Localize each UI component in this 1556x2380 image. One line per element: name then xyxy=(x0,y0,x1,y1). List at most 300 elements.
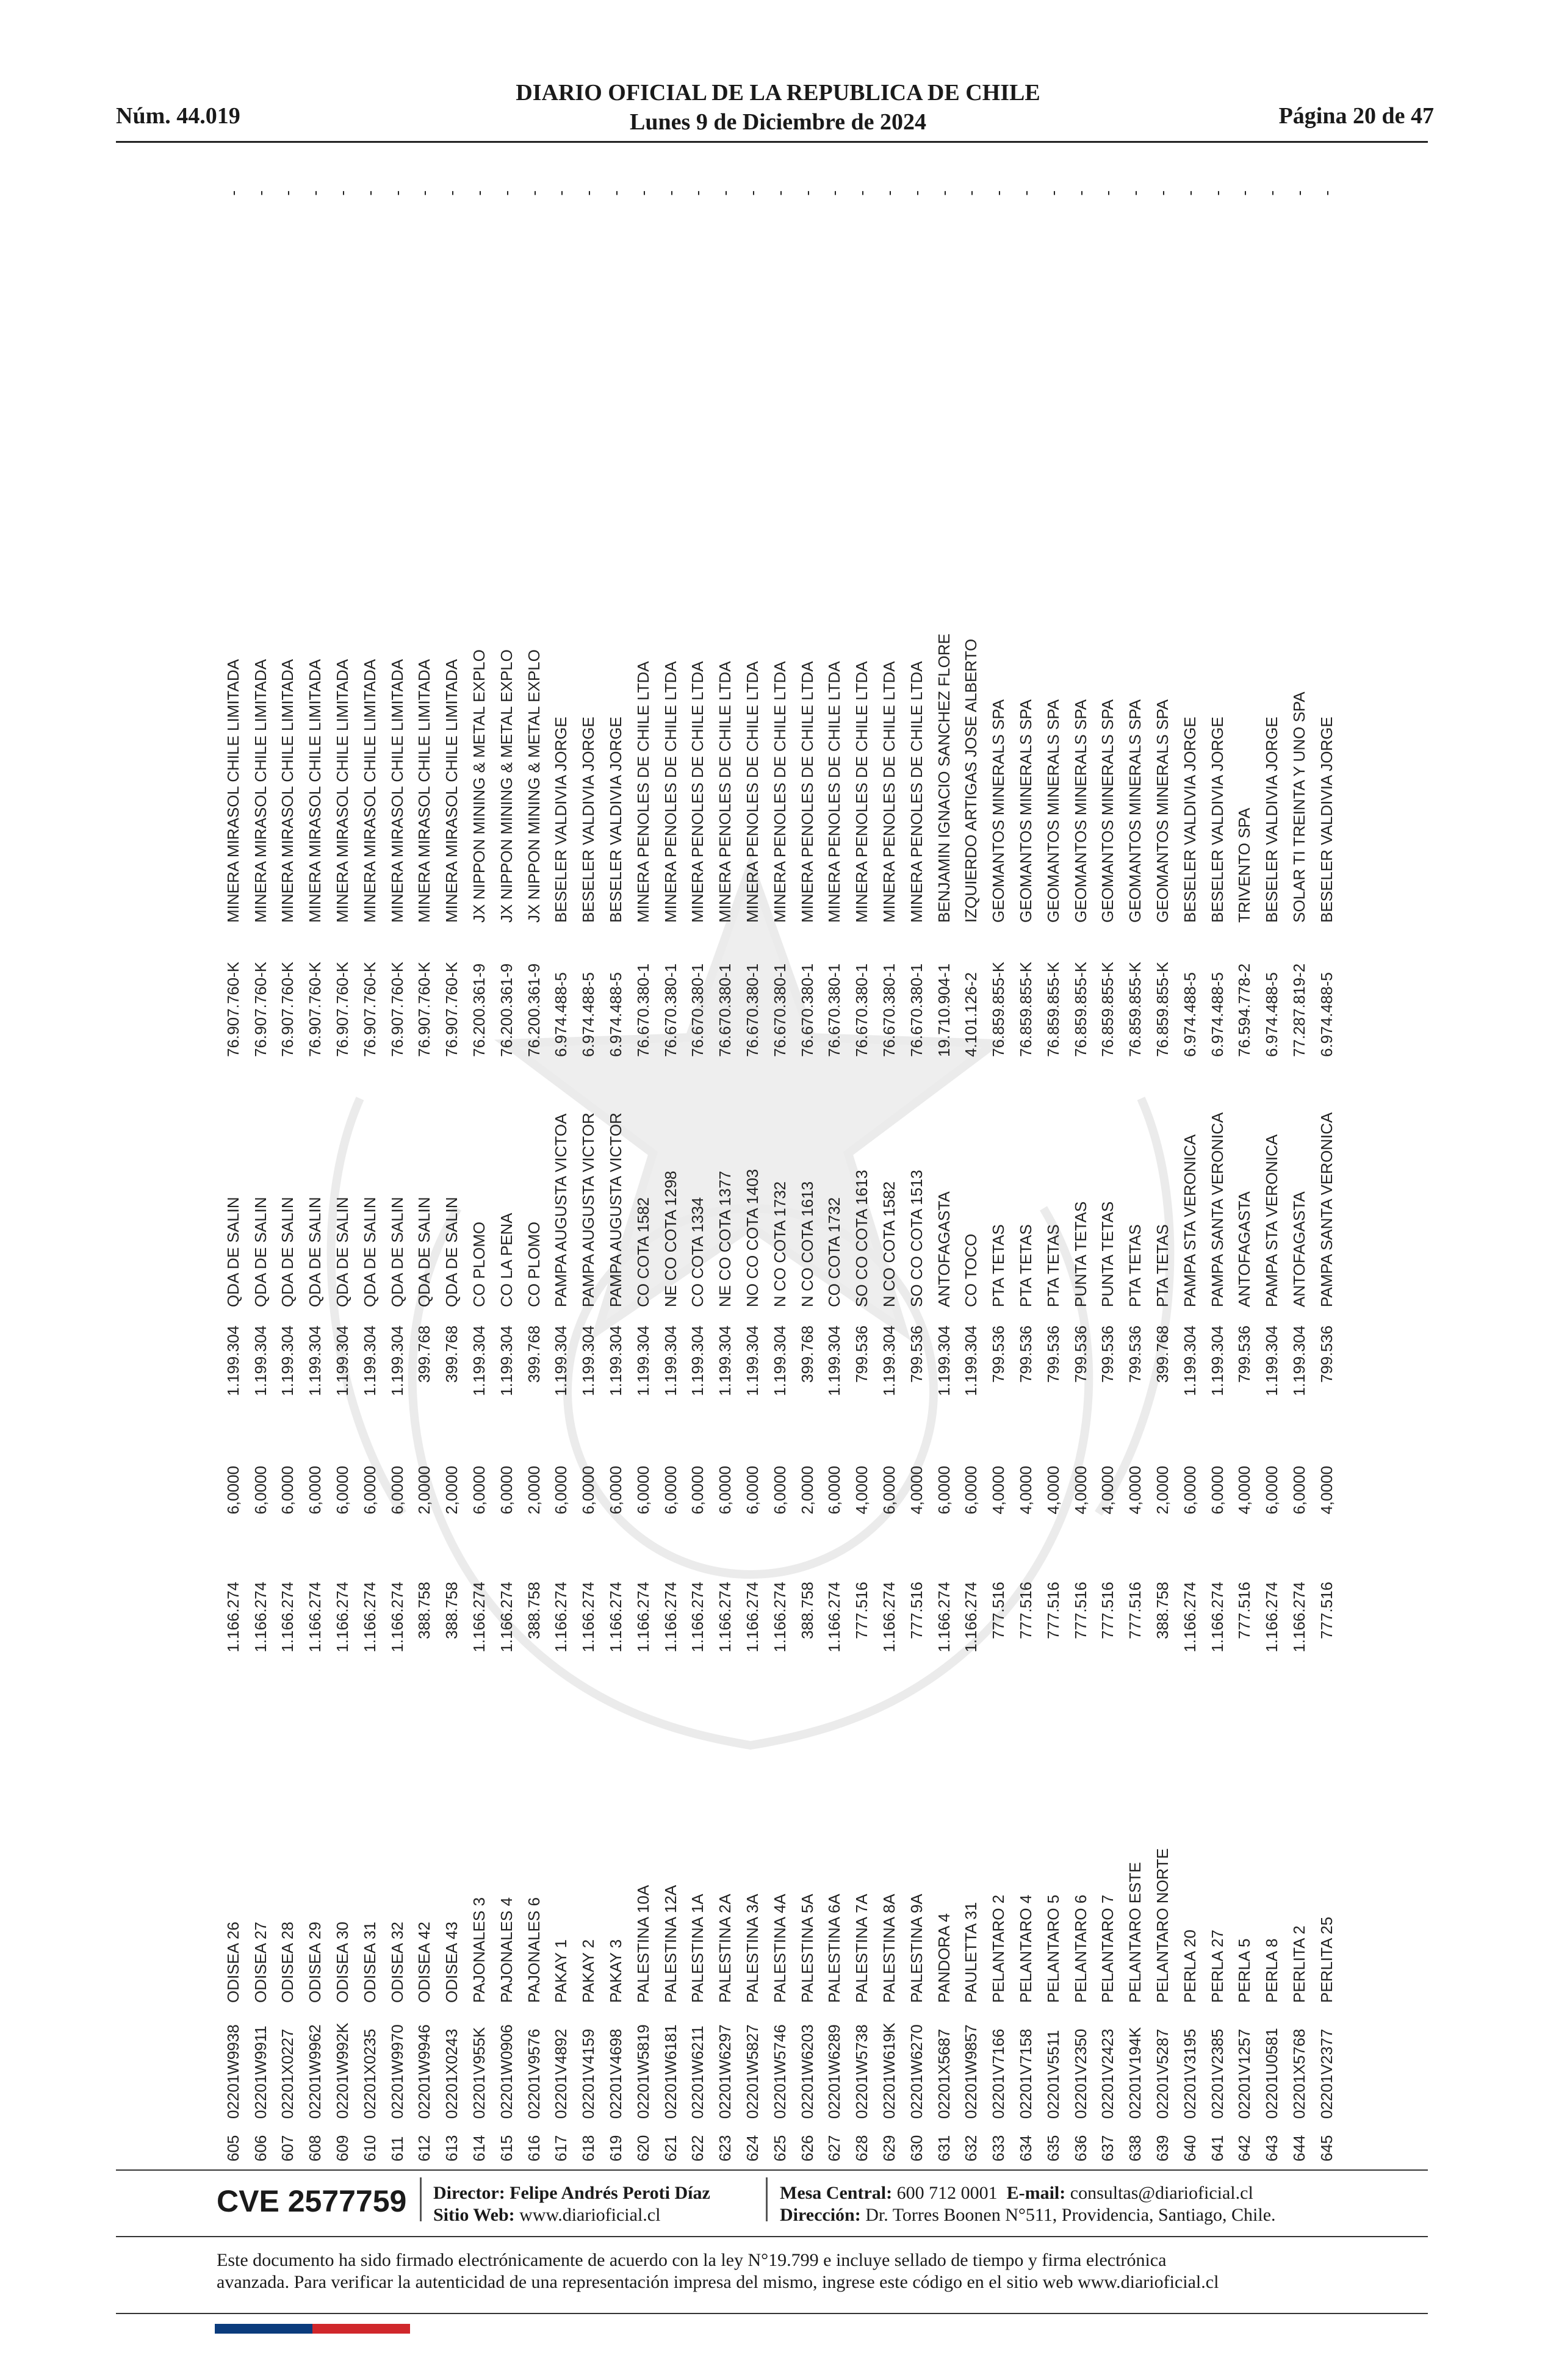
dash: - xyxy=(223,190,242,196)
location: QDA DE SALIN xyxy=(251,1197,270,1307)
value-a: 1.166.274 xyxy=(387,1582,406,1653)
table-row xyxy=(848,190,876,2162)
concession-code: 02201V2377 xyxy=(1317,2028,1336,2119)
value-c: 1.199.304 xyxy=(278,1325,297,1396)
location: NE CO COTA 1298 xyxy=(661,1170,680,1307)
row-number: 645 xyxy=(1317,2135,1336,2162)
concession-code: 02201V4892 xyxy=(552,2028,571,2119)
dash: - xyxy=(798,190,816,196)
value-c: 1.199.304 xyxy=(962,1325,981,1396)
owner: MINERA PENOLES DE CHILE LTDA xyxy=(798,661,816,923)
dash: - xyxy=(497,190,516,196)
row-number: 613 xyxy=(442,2135,461,2162)
dash: - xyxy=(1126,190,1145,196)
value-c: 1.199.304 xyxy=(1289,1325,1308,1396)
value-b: 4,0000 xyxy=(1126,1466,1145,1515)
flag-blue-band xyxy=(215,2324,312,2334)
value-a: 1.166.274 xyxy=(716,1582,735,1653)
table-row xyxy=(1012,190,1040,2162)
value-a: 1.166.274 xyxy=(880,1582,899,1653)
row-number: 638 xyxy=(1126,2135,1145,2162)
row-number: 644 xyxy=(1289,2135,1308,2162)
concession-name: PAJONALES 6 xyxy=(524,1897,543,2003)
concession-code: 02201X5768 xyxy=(1289,2028,1308,2119)
value-c: 1.199.304 xyxy=(387,1325,406,1396)
concession-code: 02201V2423 xyxy=(1098,2028,1117,2119)
concession-name: PERLITA 25 xyxy=(1317,1916,1336,2003)
value-a: 1.166.274 xyxy=(688,1582,707,1653)
value-c: 799.536 xyxy=(1098,1325,1117,1383)
owner: MINERA PENOLES DE CHILE LTDA xyxy=(852,661,871,923)
table-row xyxy=(220,190,247,2162)
table-row xyxy=(1040,190,1067,2162)
row-number: 617 xyxy=(552,2135,571,2162)
table-row xyxy=(931,190,958,2162)
table-row xyxy=(876,190,903,2162)
concession-name: PELANTARO 6 xyxy=(1071,1894,1090,2003)
table-row xyxy=(903,190,931,2162)
value-b: 4,0000 xyxy=(1071,1466,1090,1515)
value-a: 1.166.274 xyxy=(470,1582,489,1653)
value-a: 1.166.274 xyxy=(1208,1582,1226,1653)
value-c: 1.199.304 xyxy=(333,1325,352,1396)
owner: MINERA MIRASOL CHILE LIMITADA xyxy=(333,659,352,923)
table-row xyxy=(711,190,739,2162)
value-c: 1.199.304 xyxy=(497,1325,516,1396)
value-b: 6,0000 xyxy=(579,1466,598,1515)
concession-name: ODISEA 29 xyxy=(306,1922,325,2003)
row-number: 637 xyxy=(1098,2135,1117,2162)
value-b: 4,0000 xyxy=(852,1466,871,1515)
value-b: 6,0000 xyxy=(825,1466,844,1515)
concession-code: 02201W9970 xyxy=(387,2024,406,2119)
row-number: 634 xyxy=(1017,2135,1035,2162)
dash: - xyxy=(743,190,762,196)
value-a: 777.516 xyxy=(1098,1582,1117,1639)
dash: - xyxy=(1098,190,1117,196)
location: SO CO COTA 1613 xyxy=(852,1170,871,1307)
value-c: 1.199.304 xyxy=(1180,1325,1199,1396)
row-number: 627 xyxy=(825,2135,844,2162)
concession-code: 02201W9946 xyxy=(415,2024,434,2119)
location: PAMPA AUGUSTA VICTOA xyxy=(552,1113,571,1307)
value-c: 1.199.304 xyxy=(552,1325,571,1396)
value-c: 1.199.304 xyxy=(360,1325,379,1396)
value-a: 1.166.274 xyxy=(1289,1582,1308,1653)
rut: 76.670.380-1 xyxy=(852,963,871,1057)
row-number: 615 xyxy=(497,2135,516,2162)
concession-name: PERLITA 2 xyxy=(1289,1925,1308,2003)
value-a: 1.166.274 xyxy=(497,1582,516,1653)
concession-name: ODISEA 26 xyxy=(223,1922,242,2003)
table-row xyxy=(1095,190,1122,2162)
rut: 76.859.855-K xyxy=(1043,961,1062,1057)
value-a: 777.516 xyxy=(1317,1582,1336,1639)
concession-code: 02201V5511 xyxy=(1043,2030,1062,2119)
dash: - xyxy=(552,190,571,196)
rut: 76.594.778-2 xyxy=(1235,963,1254,1057)
value-b: 6,0000 xyxy=(470,1466,489,1515)
row-number: 614 xyxy=(470,2135,489,2162)
concession-code: 02201W5738 xyxy=(852,2024,871,2119)
rut: 6.974.488-5 xyxy=(1262,972,1281,1057)
row-number: 609 xyxy=(333,2135,352,2162)
value-a: 1.166.274 xyxy=(306,1582,325,1653)
owner: BESELER VALDIVIA JORGE xyxy=(1208,716,1226,923)
row-number: 618 xyxy=(579,2135,598,2162)
concession-name: PALESTINA 6A xyxy=(825,1894,844,2003)
concession-name: PAULETTA 31 xyxy=(962,1902,981,2003)
rut: 76.670.380-1 xyxy=(770,963,789,1057)
concession-code: 02201W6289 xyxy=(825,2024,844,2119)
table-row xyxy=(1149,190,1176,2162)
row-number: 612 xyxy=(415,2135,434,2162)
table-row xyxy=(1122,190,1149,2162)
location: NO CO COTA 1403 xyxy=(743,1169,762,1307)
rut: 76.200.361-9 xyxy=(470,963,489,1057)
dash: - xyxy=(716,190,735,196)
row-number: 607 xyxy=(278,2135,297,2162)
location: QDA DE SALIN xyxy=(360,1197,379,1307)
table-row xyxy=(247,190,275,2162)
location: CO COTA 1334 xyxy=(688,1197,707,1307)
dash: - xyxy=(962,190,981,196)
owner: JX NIPPON MINING & METAL EXPLO xyxy=(470,649,489,923)
value-a: 777.516 xyxy=(1017,1582,1035,1639)
row-number: 630 xyxy=(907,2135,926,2162)
concession-code: 02201V5287 xyxy=(1153,2028,1172,2119)
value-b: 6,0000 xyxy=(1180,1466,1199,1515)
value-a: 777.516 xyxy=(852,1582,871,1639)
concession-name: PELANTARO 5 xyxy=(1043,1894,1062,2003)
dash: - xyxy=(333,190,352,196)
email-link[interactable]: consultas@diarioficial.cl xyxy=(1070,2183,1253,2203)
owner: MINERA PENOLES DE CHILE LTDA xyxy=(633,661,652,923)
concession-code: 02201X0243 xyxy=(442,2028,461,2119)
concession-code: 02201U0581 xyxy=(1262,2028,1281,2119)
row-number: 629 xyxy=(880,2135,899,2162)
rut: 76.670.380-1 xyxy=(798,963,816,1057)
dash: - xyxy=(442,190,461,196)
value-c: 799.536 xyxy=(1126,1325,1145,1383)
rut: 6.974.488-5 xyxy=(552,972,571,1057)
concession-name: PELANTARO NORTE xyxy=(1153,1848,1172,2003)
value-b: 2,0000 xyxy=(524,1466,543,1515)
concession-code: 02201W6181 xyxy=(661,2024,680,2119)
footer-separator xyxy=(766,2177,768,2221)
dash: - xyxy=(661,190,680,196)
owner: GEOMANTOS MINERALS SPA xyxy=(1071,699,1090,923)
location: PTA TETAS xyxy=(1043,1224,1062,1307)
address: Dr. Torres Boonen N°511, Providencia, Santiago, Chile. xyxy=(865,2205,1276,2225)
concession-name: PELANTARO 2 xyxy=(989,1894,1008,2003)
row-number: 632 xyxy=(962,2135,981,2162)
location: ANTOFAGASTA xyxy=(1235,1191,1254,1307)
legal-notice xyxy=(217,2249,1376,2293)
location: ANTOFAGASTA xyxy=(1289,1191,1308,1307)
owner: BESELER VALDIVIA JORGE xyxy=(1180,716,1199,923)
value-c: 1.199.304 xyxy=(743,1325,762,1396)
concession-name: ODISEA 43 xyxy=(442,1922,461,2003)
row-number: 641 xyxy=(1208,2135,1226,2162)
flag-stripe xyxy=(215,2324,410,2334)
value-c: 799.536 xyxy=(1071,1325,1090,1383)
owner: JX NIPPON MINING & METAL EXPLO xyxy=(524,649,543,923)
value-a: 777.516 xyxy=(989,1582,1008,1639)
value-c: 1.199.304 xyxy=(770,1325,789,1396)
value-c: 1.199.304 xyxy=(880,1325,899,1396)
value-c: 1.199.304 xyxy=(934,1325,953,1396)
value-b: 6,0000 xyxy=(278,1466,297,1515)
value-b: 6,0000 xyxy=(962,1466,981,1515)
row-number: 633 xyxy=(989,2135,1008,2162)
table-row xyxy=(657,190,685,2162)
dash: - xyxy=(907,190,926,196)
value-a: 1.166.274 xyxy=(661,1582,680,1653)
value-b: 4,0000 xyxy=(1017,1466,1035,1515)
owner: MINERA PENOLES DE CHILE LTDA xyxy=(688,661,707,923)
dash: - xyxy=(1289,190,1308,196)
rut: 76.907.760-K xyxy=(387,961,406,1057)
rut: 4.101.126-2 xyxy=(962,972,981,1057)
owner: GEOMANTOS MINERALS SPA xyxy=(989,699,1008,923)
dash: - xyxy=(579,190,598,196)
rut: 76.859.855-K xyxy=(1017,961,1035,1057)
contact-block xyxy=(780,2182,1276,2226)
value-b: 6,0000 xyxy=(716,1466,735,1515)
value-c: 799.536 xyxy=(907,1325,926,1383)
table-row xyxy=(685,190,712,2162)
value-b: 6,0000 xyxy=(1208,1466,1226,1515)
value-b: 6,0000 xyxy=(688,1466,707,1515)
dash: - xyxy=(415,190,434,196)
rut: 6.974.488-5 xyxy=(579,972,598,1057)
value-b: 4,0000 xyxy=(989,1466,1008,1515)
concession-name: ODISEA 31 xyxy=(360,1922,379,2003)
value-a: 1.166.274 xyxy=(743,1582,762,1653)
value-b: 6,0000 xyxy=(1289,1466,1308,1515)
director-block xyxy=(433,2182,710,2226)
location: PAMPA SANTA VERONICA xyxy=(1208,1112,1226,1307)
row-number: 619 xyxy=(607,2135,625,2162)
owner: BESELER VALDIVIA JORGE xyxy=(607,716,625,923)
value-b: 2,0000 xyxy=(442,1466,461,1515)
concession-code: 02201W619K xyxy=(880,2022,899,2119)
location: QDA DE SALIN xyxy=(442,1197,461,1307)
page-indicator: Página 20 de 47 xyxy=(1278,103,1434,129)
owner: BESELER VALDIVIA JORGE xyxy=(1317,716,1336,923)
rut: 76.670.380-1 xyxy=(825,963,844,1057)
rut: 76.907.760-K xyxy=(333,961,352,1057)
owner: MINERA MIRASOL CHILE LIMITADA xyxy=(278,659,297,923)
owner: MINERA PENOLES DE CHILE LTDA xyxy=(716,661,735,923)
row-number: 628 xyxy=(852,2135,871,2162)
value-c: 1.199.304 xyxy=(607,1325,625,1396)
concession-name: PALESTINA 10A xyxy=(633,1884,652,2003)
owner: GEOMANTOS MINERALS SPA xyxy=(1098,699,1117,923)
value-a: 388.758 xyxy=(442,1582,461,1639)
location: QDA DE SALIN xyxy=(223,1197,242,1307)
email-label: E-mail: xyxy=(1006,2183,1066,2203)
owner: BENJAMIN IGNACIO SANCHEZ FLORE xyxy=(934,633,953,923)
location: PAMPA STA VERONICA xyxy=(1262,1134,1281,1307)
owner: MINERA MIRASOL CHILE LIMITADA xyxy=(415,659,434,923)
dash: - xyxy=(387,190,406,196)
mining-concessions-table xyxy=(220,190,1341,2162)
row-number: 643 xyxy=(1262,2135,1281,2162)
value-a: 1.166.274 xyxy=(962,1582,981,1653)
value-c: 799.536 xyxy=(1043,1325,1062,1383)
row-number: 610 xyxy=(360,2135,379,2162)
concession-name: ODISEA 42 xyxy=(415,1922,434,2003)
owner: TRIVENTO SPA xyxy=(1235,807,1254,923)
concession-code: 02201V7166 xyxy=(989,2028,1008,2119)
location: ANTOFAGASTA xyxy=(934,1191,953,1307)
row-number: 608 xyxy=(306,2135,325,2162)
mesa-phone: 600 712 0001 xyxy=(896,2183,998,2203)
value-c: 399.768 xyxy=(442,1325,461,1383)
concession-code: 02201V1257 xyxy=(1235,2028,1254,2119)
location: PAMPA AUGUSTA VICTOR xyxy=(607,1112,625,1307)
dash: - xyxy=(989,190,1008,196)
table-row xyxy=(493,190,520,2162)
value-b: 2,0000 xyxy=(798,1466,816,1515)
location: PTA TETAS xyxy=(989,1224,1008,1307)
value-a: 1.166.274 xyxy=(333,1582,352,1653)
location: CO COTA 1732 xyxy=(825,1197,844,1307)
concession-name: PALESTINA 8A xyxy=(880,1894,899,2003)
table-row xyxy=(630,190,657,2162)
owner: GEOMANTOS MINERALS SPA xyxy=(1126,699,1145,923)
row-number: 620 xyxy=(633,2135,652,2162)
owner: GEOMANTOS MINERALS SPA xyxy=(1017,699,1035,923)
owner: MINERA MIRASOL CHILE LIMITADA xyxy=(442,659,461,923)
rut: 19.710.904-1 xyxy=(934,963,953,1057)
table-row xyxy=(766,190,794,2162)
location: CO TOCO xyxy=(962,1233,981,1307)
table-body xyxy=(220,190,1341,2162)
owner: MINERA MIRASOL CHILE LIMITADA xyxy=(387,659,406,923)
concession-name: ODISEA 27 xyxy=(251,1922,270,2003)
value-b: 4,0000 xyxy=(1098,1466,1117,1515)
location: N CO COTA 1613 xyxy=(798,1181,816,1307)
dash: - xyxy=(825,190,844,196)
concession-code: 02201V4159 xyxy=(579,2028,598,2119)
value-c: 799.536 xyxy=(852,1325,871,1383)
value-c: 1.199.304 xyxy=(306,1325,325,1396)
value-a: 388.758 xyxy=(798,1582,816,1639)
table-row xyxy=(548,190,575,2162)
value-c: 399.768 xyxy=(1153,1325,1172,1383)
value-b: 6,0000 xyxy=(360,1466,379,1515)
rut: 76.670.380-1 xyxy=(661,963,680,1057)
value-a: 1.166.274 xyxy=(633,1582,652,1653)
owner: GEOMANTOS MINERALS SPA xyxy=(1043,699,1062,923)
dash: - xyxy=(1043,190,1062,196)
rut: 76.907.760-K xyxy=(415,961,434,1057)
value-b: 4,0000 xyxy=(1235,1466,1254,1515)
value-b: 6,0000 xyxy=(497,1466,516,1515)
dash: - xyxy=(688,190,707,196)
site-url[interactable]: www.diarioficial.cl xyxy=(519,2205,661,2225)
owner: MINERA PENOLES DE CHILE LTDA xyxy=(770,661,789,923)
footer-mid-rule xyxy=(116,2236,1428,2237)
rut: 6.974.488-5 xyxy=(1208,972,1226,1057)
address-label: Dirección: xyxy=(780,2205,861,2225)
concession-name: PALESTINA 9A xyxy=(907,1894,926,2003)
rut: 76.907.760-K xyxy=(442,961,461,1057)
table-row xyxy=(1231,190,1258,2162)
value-c: 1.199.304 xyxy=(825,1325,844,1396)
owner: BESELER VALDIVIA JORGE xyxy=(579,716,598,923)
table-row xyxy=(958,190,985,2162)
concession-name: PALESTINA 3A xyxy=(743,1894,762,2003)
table-row xyxy=(1067,190,1095,2162)
concession-code: 02201W9911 xyxy=(251,2025,270,2119)
value-c: 799.536 xyxy=(1017,1325,1035,1383)
table-row xyxy=(739,190,766,2162)
table-row xyxy=(1286,190,1313,2162)
rut: 76.859.855-K xyxy=(1126,961,1145,1057)
rut: 76.859.855-K xyxy=(989,961,1008,1057)
value-a: 1.166.274 xyxy=(770,1582,789,1653)
rut: 76.907.760-K xyxy=(278,961,297,1057)
concession-name: PALESTINA 4A xyxy=(770,1894,789,2003)
table-row xyxy=(329,190,356,2162)
concession-name: PAKAY 3 xyxy=(607,1939,625,2003)
cve-code: CVE 2577759 xyxy=(217,2184,407,2218)
footer-separator xyxy=(420,2177,422,2221)
value-b: 6,0000 xyxy=(607,1466,625,1515)
dash: - xyxy=(251,190,270,196)
concession-code: 02201V194K xyxy=(1126,2027,1145,2119)
concession-name: PALESTINA 12A xyxy=(661,1884,680,2003)
location: CO COTA 1582 xyxy=(633,1197,652,1307)
value-c: 1.199.304 xyxy=(716,1325,735,1396)
location: NE CO COTA 1377 xyxy=(716,1170,735,1307)
location: PAMPA STA VERONICA xyxy=(1180,1134,1199,1307)
value-c: 1.199.304 xyxy=(470,1325,489,1396)
concession-name: ODISEA 28 xyxy=(278,1922,297,2003)
concession-name: PERLA 8 xyxy=(1262,1938,1281,2003)
dash: - xyxy=(360,190,379,196)
location: PTA TETAS xyxy=(1017,1224,1035,1307)
concession-code: 02201X5687 xyxy=(934,2028,953,2119)
concession-code: 02201V9576 xyxy=(524,2028,543,2119)
table-row xyxy=(794,190,821,2162)
value-b: 4,0000 xyxy=(1317,1466,1336,1515)
dash: - xyxy=(306,190,325,196)
dash: - xyxy=(278,190,297,196)
dash: - xyxy=(1317,190,1336,196)
concession-code: 02201V7158 xyxy=(1017,2028,1035,2119)
value-a: 1.166.274 xyxy=(579,1582,598,1653)
concession-code: 02201W9962 xyxy=(306,2024,325,2119)
rut: 76.670.380-1 xyxy=(907,963,926,1057)
owner: BESELER VALDIVIA JORGE xyxy=(1262,716,1281,923)
concession-name: PALESTINA 2A xyxy=(716,1894,735,2003)
value-a: 777.516 xyxy=(1235,1582,1254,1639)
location: CO PLOMO xyxy=(470,1221,489,1307)
owner: MINERA MIRASOL CHILE LIMITADA xyxy=(223,659,242,923)
concession-name: PALESTINA 1A xyxy=(688,1894,707,2003)
concession-code: 02201V3195 xyxy=(1180,2028,1199,2119)
concession-name: PERLA 20 xyxy=(1180,1930,1199,2003)
value-a: 1.166.274 xyxy=(1262,1582,1281,1653)
value-c: 1.199.304 xyxy=(633,1325,652,1396)
value-b: 6,0000 xyxy=(223,1466,242,1515)
value-b: 6,0000 xyxy=(333,1466,352,1515)
